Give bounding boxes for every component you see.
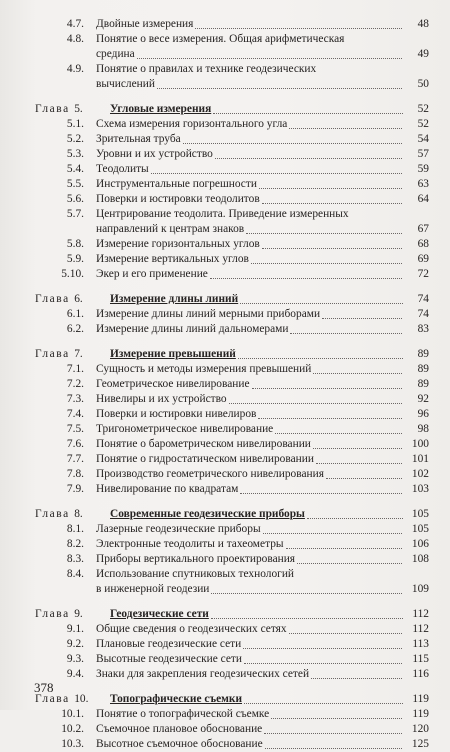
- section-title-cont: направлений к центрам знаков: [96, 223, 245, 235]
- section-entry-continuation: [0, 77, 450, 92]
- dot-leader: [307, 507, 403, 519]
- section-title-line: [96, 47, 402, 62]
- dot-leader: [244, 692, 403, 704]
- chapter-word: Глава: [35, 608, 70, 620]
- section-number: 9.4.: [66, 668, 84, 680]
- section-page: 68: [417, 238, 429, 250]
- section-title-line: [96, 722, 402, 737]
- section-title: Измерение вертикальных углов: [96, 253, 249, 265]
- section-number: 4.9.: [66, 63, 84, 75]
- dot-leader: [258, 407, 402, 419]
- section-entry: [0, 407, 450, 422]
- chapter-title: Измерение превышений: [110, 348, 236, 360]
- dot-leader: [289, 622, 402, 634]
- dot-leader: [215, 147, 402, 159]
- dot-leader: [271, 707, 402, 719]
- section-title-cont: в инженерной геодезии: [96, 583, 210, 595]
- chapter-title: Геодезические сети: [110, 608, 209, 620]
- dot-leader: [229, 392, 402, 404]
- chapter-title-line: [110, 507, 403, 522]
- section-title-line: [96, 452, 402, 467]
- section-page: 52: [417, 118, 429, 130]
- section-page: 109: [411, 583, 429, 595]
- dot-leader: [151, 162, 402, 174]
- dot-leader: [316, 452, 402, 464]
- dot-leader: [243, 637, 402, 649]
- section-page: 83: [417, 323, 429, 335]
- section-entry: [0, 522, 450, 537]
- section-entry: [0, 437, 450, 452]
- section-page: 92: [417, 393, 429, 405]
- section-page: 69: [417, 253, 429, 265]
- section-title-line: [96, 162, 402, 177]
- section-entry: [0, 722, 450, 737]
- section-title: Нивелирование по квадратам: [96, 483, 239, 495]
- chapter-entry: [0, 347, 450, 362]
- section-number: 10.2.: [61, 723, 84, 735]
- section-entry: [0, 192, 450, 207]
- dot-leader: [137, 47, 402, 59]
- section-entry: [0, 667, 450, 682]
- chapter-entry: [0, 102, 450, 117]
- section-title: Центрирование теодолита. Приведение измеренных: [96, 208, 349, 220]
- section-title: Тригонометрическое нивелирование: [96, 423, 274, 435]
- dot-leader: [211, 582, 402, 594]
- section-title-line: [96, 407, 402, 422]
- dot-leader: [244, 652, 402, 664]
- section-number: 9.1.: [66, 623, 84, 635]
- section-title: Геометрическое нивелирование: [96, 378, 250, 390]
- dot-leader: [252, 377, 403, 389]
- section-title-line: [96, 652, 402, 667]
- dot-leader: [246, 222, 402, 234]
- chapter-label: [35, 607, 83, 622]
- section-number: 5.1.: [66, 118, 84, 130]
- section-title: Нивелиры и их устройство: [96, 393, 227, 405]
- section-entry: [0, 422, 450, 437]
- chapter-number: 10.: [74, 693, 89, 705]
- section-entry: [0, 322, 450, 337]
- section-title: Измерение горизонтальных углов: [96, 238, 260, 250]
- dot-leader: [290, 322, 402, 334]
- section-title-line: [96, 392, 402, 407]
- chapter-title-line: [110, 607, 403, 622]
- chapter-title: Современные геодезические приборы: [110, 508, 305, 520]
- section-title-line: [96, 307, 402, 322]
- chapter-title: Угловые измерения: [110, 103, 212, 115]
- section-number: 8.3.: [66, 553, 84, 565]
- section-title-line: [96, 177, 402, 192]
- section-title: Электронные теодолиты и тахеометры: [96, 538, 284, 550]
- section-number: 7.4.: [66, 408, 84, 420]
- section-entry: [0, 552, 450, 567]
- section-page: 96: [417, 408, 429, 420]
- dot-leader: [322, 307, 402, 319]
- section-number: 7.5.: [66, 423, 84, 435]
- chapter-title-line: [110, 102, 403, 117]
- section-page: 120: [411, 723, 429, 735]
- section-page: 63: [417, 178, 429, 190]
- section-title: Сущность и методы измерения превышений: [96, 363, 312, 375]
- section-number: 4.8.: [66, 33, 84, 45]
- chapter-word: Глава: [35, 508, 70, 520]
- chapter-entry: [0, 292, 450, 307]
- section-number: 5.7.: [66, 208, 84, 220]
- section-title-line: [96, 537, 402, 552]
- section-title: Понятие о гидростатическом нивелировании: [96, 453, 314, 465]
- chapter-page: 74: [417, 293, 429, 305]
- chapter-title-line: [110, 292, 403, 307]
- section-title: Понятие о барометрическом нивелировании: [96, 438, 311, 450]
- chapter-title-line: [110, 347, 403, 362]
- section-title: Схема измерения горизонтального угла: [96, 118, 288, 130]
- chapter-title: Топографические съемки: [110, 693, 243, 705]
- section-entry: [0, 132, 450, 147]
- section-title: Производство геометрического нивелирования: [96, 468, 324, 480]
- section-page: 57: [417, 148, 429, 160]
- section-title-line: [96, 267, 402, 282]
- section-title: Лазерные геодезические приборы: [96, 523, 261, 535]
- section-title-line: [96, 522, 402, 537]
- dot-leader: [210, 267, 402, 279]
- section-entry: [0, 737, 450, 752]
- section-number: 5.5.: [66, 178, 84, 190]
- section-number: 5.8.: [66, 238, 84, 250]
- chapter-label: [35, 347, 83, 362]
- section-page: 89: [417, 363, 429, 375]
- chapter-title-line: [110, 692, 403, 707]
- section-title-line: [96, 362, 402, 377]
- section-page: 54: [417, 133, 429, 145]
- dot-leader: [238, 347, 403, 359]
- section-title: Съемочное плановое обоснование: [96, 723, 263, 735]
- section-page: 50: [417, 78, 429, 90]
- section-number: 8.4.: [66, 568, 84, 580]
- section-title-line: [96, 322, 402, 337]
- chapter-number: 7.: [74, 348, 83, 360]
- section-title: Приборы вертикального проектирования: [96, 553, 296, 565]
- section-title: Высотное съемочное обоснование: [96, 738, 263, 750]
- section-number: 5.3.: [66, 148, 84, 160]
- dot-leader: [211, 607, 403, 619]
- section-title-line: [96, 17, 402, 32]
- section-entry: [0, 392, 450, 407]
- section-entry: [0, 307, 450, 322]
- section-entry-continuation: [0, 582, 450, 597]
- section-entry: [0, 237, 450, 252]
- section-entry: [0, 362, 450, 377]
- section-page: 98: [417, 423, 429, 435]
- section-title-line: [96, 32, 402, 47]
- section-title-line: [96, 192, 402, 207]
- section-entry: [0, 62, 450, 77]
- dot-leader: [262, 192, 402, 204]
- dot-leader: [240, 482, 402, 494]
- chapter-title: Измерение длины линий: [110, 293, 239, 305]
- section-number: 8.1.: [66, 523, 84, 535]
- section-title: Двойные измерения: [96, 18, 194, 30]
- section-number: 6.1.: [66, 308, 84, 320]
- section-title: Измерение длины линий мерными приборами: [96, 308, 321, 320]
- section-number: 7.1.: [66, 363, 84, 375]
- section-entry: [0, 267, 450, 282]
- dot-leader: [265, 737, 402, 749]
- section-entry: [0, 207, 450, 222]
- section-number: 4.7.: [66, 18, 84, 30]
- dot-leader: [311, 667, 402, 679]
- dot-leader: [157, 77, 402, 89]
- section-number: 5.6.: [66, 193, 84, 205]
- dot-leader: [213, 102, 403, 114]
- section-entry-continuation: [0, 222, 450, 237]
- section-page: 125: [411, 738, 429, 750]
- section-title: Зрительная труба: [96, 133, 181, 145]
- section-entry-continuation: [0, 47, 450, 62]
- section-title-line: [96, 482, 402, 497]
- chapter-number: 8.: [74, 508, 83, 520]
- section-title-line: [96, 637, 402, 652]
- section-title-line: [96, 667, 402, 682]
- section-number: 5.2.: [66, 133, 84, 145]
- section-page: 74: [417, 308, 429, 320]
- dot-leader: [240, 292, 403, 304]
- section-title-cont: вычислений: [96, 78, 155, 90]
- chapter-word: Глава: [35, 293, 70, 305]
- section-number: 7.8.: [66, 468, 84, 480]
- section-title-line: [96, 437, 402, 452]
- section-entry: [0, 17, 450, 32]
- chapter-page: 119: [412, 693, 429, 705]
- section-number: 6.2.: [66, 323, 84, 335]
- section-title-line: [96, 62, 402, 77]
- section-page: 113: [412, 638, 429, 650]
- section-number: 5.10.: [61, 268, 84, 280]
- section-number: 5.9.: [66, 253, 84, 265]
- section-entry: [0, 652, 450, 667]
- section-title-line: [96, 222, 402, 237]
- section-number: 9.2.: [66, 638, 84, 650]
- section-title-line: [96, 252, 402, 267]
- chapter-entry: [0, 692, 450, 707]
- dot-leader: [297, 552, 402, 564]
- section-title-cont: средина: [96, 48, 135, 60]
- section-title: Понятие о весе измерения. Общая арифметическая: [96, 33, 345, 45]
- section-title: Понятие о правилах и технике геодезических: [96, 63, 317, 75]
- chapter-label: [35, 292, 83, 307]
- dot-leader: [259, 177, 402, 189]
- dot-leader: [264, 722, 402, 734]
- section-title: Поверки и юстировки нивелиров: [96, 408, 257, 420]
- chapter-number: 9.: [74, 608, 83, 620]
- section-entry: [0, 567, 450, 582]
- chapter-word: Глава: [35, 103, 70, 115]
- section-entry: [0, 32, 450, 47]
- section-entry: [0, 177, 450, 192]
- section-page: 49: [417, 48, 429, 60]
- section-entry: [0, 452, 450, 467]
- section-number: 7.9.: [66, 483, 84, 495]
- section-title: Высотные геодезические сети: [96, 653, 242, 665]
- dot-leader: [251, 252, 402, 264]
- chapter-label: [35, 102, 83, 117]
- section-page: 103: [411, 483, 429, 495]
- dot-leader: [313, 362, 402, 374]
- section-number: 7.6.: [66, 438, 84, 450]
- section-number: 5.4.: [66, 163, 84, 175]
- section-title: Теодолиты: [96, 163, 149, 175]
- page-number: 378: [34, 680, 54, 695]
- dot-leader: [195, 17, 402, 29]
- section-title: Уровни и их устройство: [96, 148, 213, 160]
- section-page: 100: [411, 438, 429, 450]
- section-entry: [0, 252, 450, 267]
- section-number: 9.3.: [66, 653, 84, 665]
- section-title-line: [96, 207, 402, 222]
- section-title: Знаки для закрепления геодезических сетей: [96, 668, 310, 680]
- dot-leader: [263, 522, 402, 534]
- section-title-line: [96, 377, 402, 392]
- section-title-line: [96, 237, 402, 252]
- section-page: 102: [411, 468, 429, 480]
- section-title: Использование спутниковых технологий: [96, 568, 295, 580]
- chapter-number: 5.: [74, 103, 83, 115]
- section-page: 59: [417, 163, 429, 175]
- section-title-line: [96, 622, 402, 637]
- section-title: Измерение длины линий дальномерами: [96, 323, 289, 335]
- section-page: 72: [417, 268, 429, 280]
- section-page: 105: [411, 523, 429, 535]
- dot-leader: [313, 437, 402, 449]
- section-number: 7.2.: [66, 378, 84, 390]
- section-page: 116: [412, 668, 429, 680]
- section-page: 112: [412, 623, 429, 635]
- dot-leader: [183, 132, 402, 144]
- dot-leader: [262, 237, 402, 249]
- section-entry: [0, 707, 450, 722]
- dot-leader: [289, 117, 402, 129]
- section-page: 67: [417, 223, 429, 235]
- section-number: 7.3.: [66, 393, 84, 405]
- chapter-entry: [0, 607, 450, 622]
- section-title-line: [96, 117, 402, 132]
- section-title: Понятие о топографической съемке: [96, 708, 270, 720]
- chapter-page: 105: [411, 508, 429, 520]
- section-page: 64: [417, 193, 429, 205]
- section-entry: [0, 162, 450, 177]
- dot-leader: [326, 467, 402, 479]
- section-title-line: [96, 422, 402, 437]
- section-title-line: [96, 467, 402, 482]
- section-title-line: [96, 582, 402, 597]
- section-title: Общие сведения о геодезических сетях: [96, 623, 287, 635]
- chapter-page: 52: [417, 103, 429, 115]
- section-title-line: [96, 737, 402, 752]
- chapter-word: Глава: [35, 693, 70, 705]
- section-number: 7.7.: [66, 453, 84, 465]
- section-title: Экер и его применение: [96, 268, 208, 280]
- chapter-page: 112: [412, 608, 429, 620]
- section-page: 89: [417, 378, 429, 390]
- section-title: Поверки и юстировки теодолитов: [96, 193, 260, 205]
- chapter-entry: [0, 507, 450, 522]
- section-title-line: [96, 552, 402, 567]
- table-of-contents: [0, 17, 450, 752]
- section-entry: [0, 147, 450, 162]
- section-title-line: [96, 567, 402, 582]
- section-title: Плановые геодезические сети: [96, 638, 242, 650]
- section-page: 48: [417, 18, 429, 30]
- section-entry: [0, 537, 450, 552]
- section-entry: [0, 467, 450, 482]
- section-title-line: [96, 707, 402, 722]
- section-title: Инструментальные погрешности: [96, 178, 257, 190]
- chapter-label: [35, 507, 83, 522]
- chapter-number: 6.: [74, 293, 83, 305]
- section-number: 10.3.: [61, 738, 84, 750]
- section-entry: [0, 377, 450, 392]
- section-title-line: [96, 132, 402, 147]
- dot-leader: [275, 422, 402, 434]
- section-page: 101: [411, 453, 429, 465]
- section-number: 8.2.: [66, 538, 84, 550]
- section-title-line: [96, 147, 402, 162]
- section-entry: [0, 622, 450, 637]
- section-number: 10.1.: [61, 708, 84, 720]
- section-page: 119: [412, 708, 429, 720]
- chapter-page: 89: [417, 348, 429, 360]
- section-page: 115: [412, 653, 429, 665]
- chapter-word: Глава: [35, 348, 70, 360]
- section-page: 106: [411, 538, 429, 550]
- section-page: 108: [411, 553, 429, 565]
- dot-leader: [286, 537, 402, 549]
- section-title-line: [96, 77, 402, 92]
- section-entry: [0, 482, 450, 497]
- section-entry: [0, 637, 450, 652]
- section-entry: [0, 117, 450, 132]
